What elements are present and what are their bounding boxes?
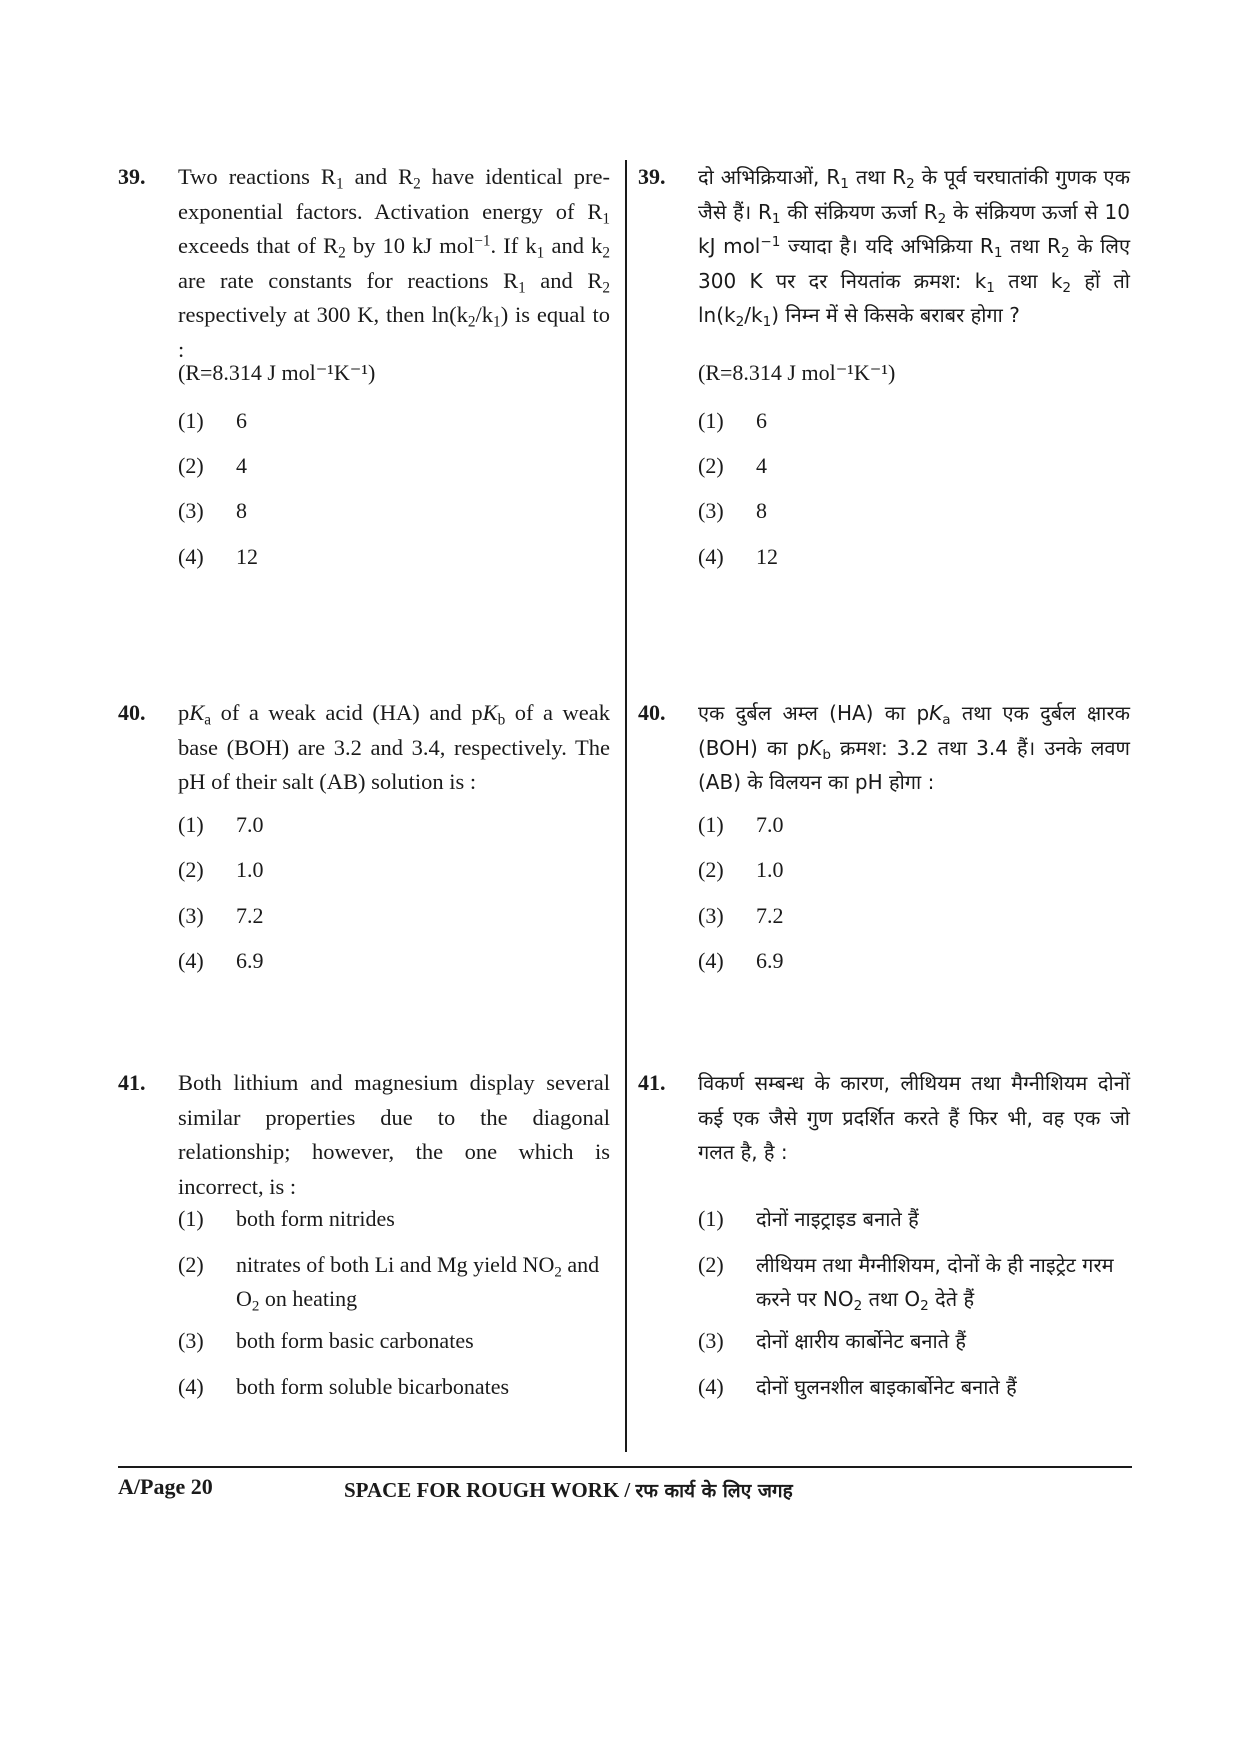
page-number: A/Page 20: [118, 1474, 213, 1499]
question-text: दो अभिक्रियाओं, $R_1$ तथा $R_2$ के पूर्व चरघातांकी गुणक एक जैसे हैं। $R_1$ की संक्रियण ऊर्जा $R_2$ के संक्रियण ऊर्जा से 10 kJ mol$^{-1}$ ज्यादा है। यदि अभिक्रिया $R_1$ तथा $R_2$ के लिए 300 K पर दर नियतांक क्रमश: $k_1$ तथा $k_2$ हों तो $\ln(k_2/k_1)$ निम्न में से किसके बराबर होगा ?: [698, 165, 1130, 331]
given-constant: (R=8.314 J mol⁻¹K⁻¹): [178, 360, 376, 385]
rough-work-en: SPACE FOR ROUGH WORK /: [344, 1478, 636, 1502]
question-number: 39.: [118, 164, 146, 189]
question-number: 39.: [638, 164, 666, 189]
question-text: एक दुर्बल अम्ल (HA) का $pK_a$ तथा एक दुर्बल क्षारक (BOH) का $pK_b$ क्रमश: 3.2 तथा 3.4 हैं। उनके लवण (AB) के विलयन का pH होगा :: [698, 701, 1130, 794]
question-text: विकर्ण सम्बन्ध के कारण, लीथियम तथा मैग्नीशियम दोनों कई एक जैसे गुण प्रदर्शित करते हैं फिर भी, वह एक जो गलत है, है :: [698, 1071, 1130, 1164]
question-text: Both lithium and magnesium display several similar properties due to the diagonal relationship; however, the one which is incorrect, is :: [178, 1070, 610, 1199]
question-number: 40.: [118, 700, 146, 725]
question-number: 41.: [638, 1070, 666, 1095]
given-constant: (R=8.314 J mol⁻¹K⁻¹): [698, 360, 896, 385]
question-number: 41.: [118, 1070, 146, 1095]
question-number: 40.: [638, 700, 666, 725]
question-text: $pK_a$ of a weak acid (HA) and $pK_b$ of a weak base (BOH) are 3.2 and 3.4, respectively. The pH of their salt (AB) solution is :: [178, 700, 610, 794]
footer-rule: [118, 1466, 1132, 1468]
question-text: Two reactions $R_1$ and $R_2$ have identical pre-exponential factors. Activation energy of $R_1$ exceeds that of $R_2$ by 10 kJ mol$^{-1}$. If $k_1$ and $k_2$ are rate constants for reactions $R_1$ and $R_2$ respectively at 300 K, then $\ln(k_2/k_1)$ is equal to :: [178, 164, 611, 362]
rough-work-hi: रफ कार्य के लिए जगह: [635, 1480, 793, 1502]
rough-work-label: [344, 1474, 793, 1509]
column-divider: [625, 160, 627, 1452]
